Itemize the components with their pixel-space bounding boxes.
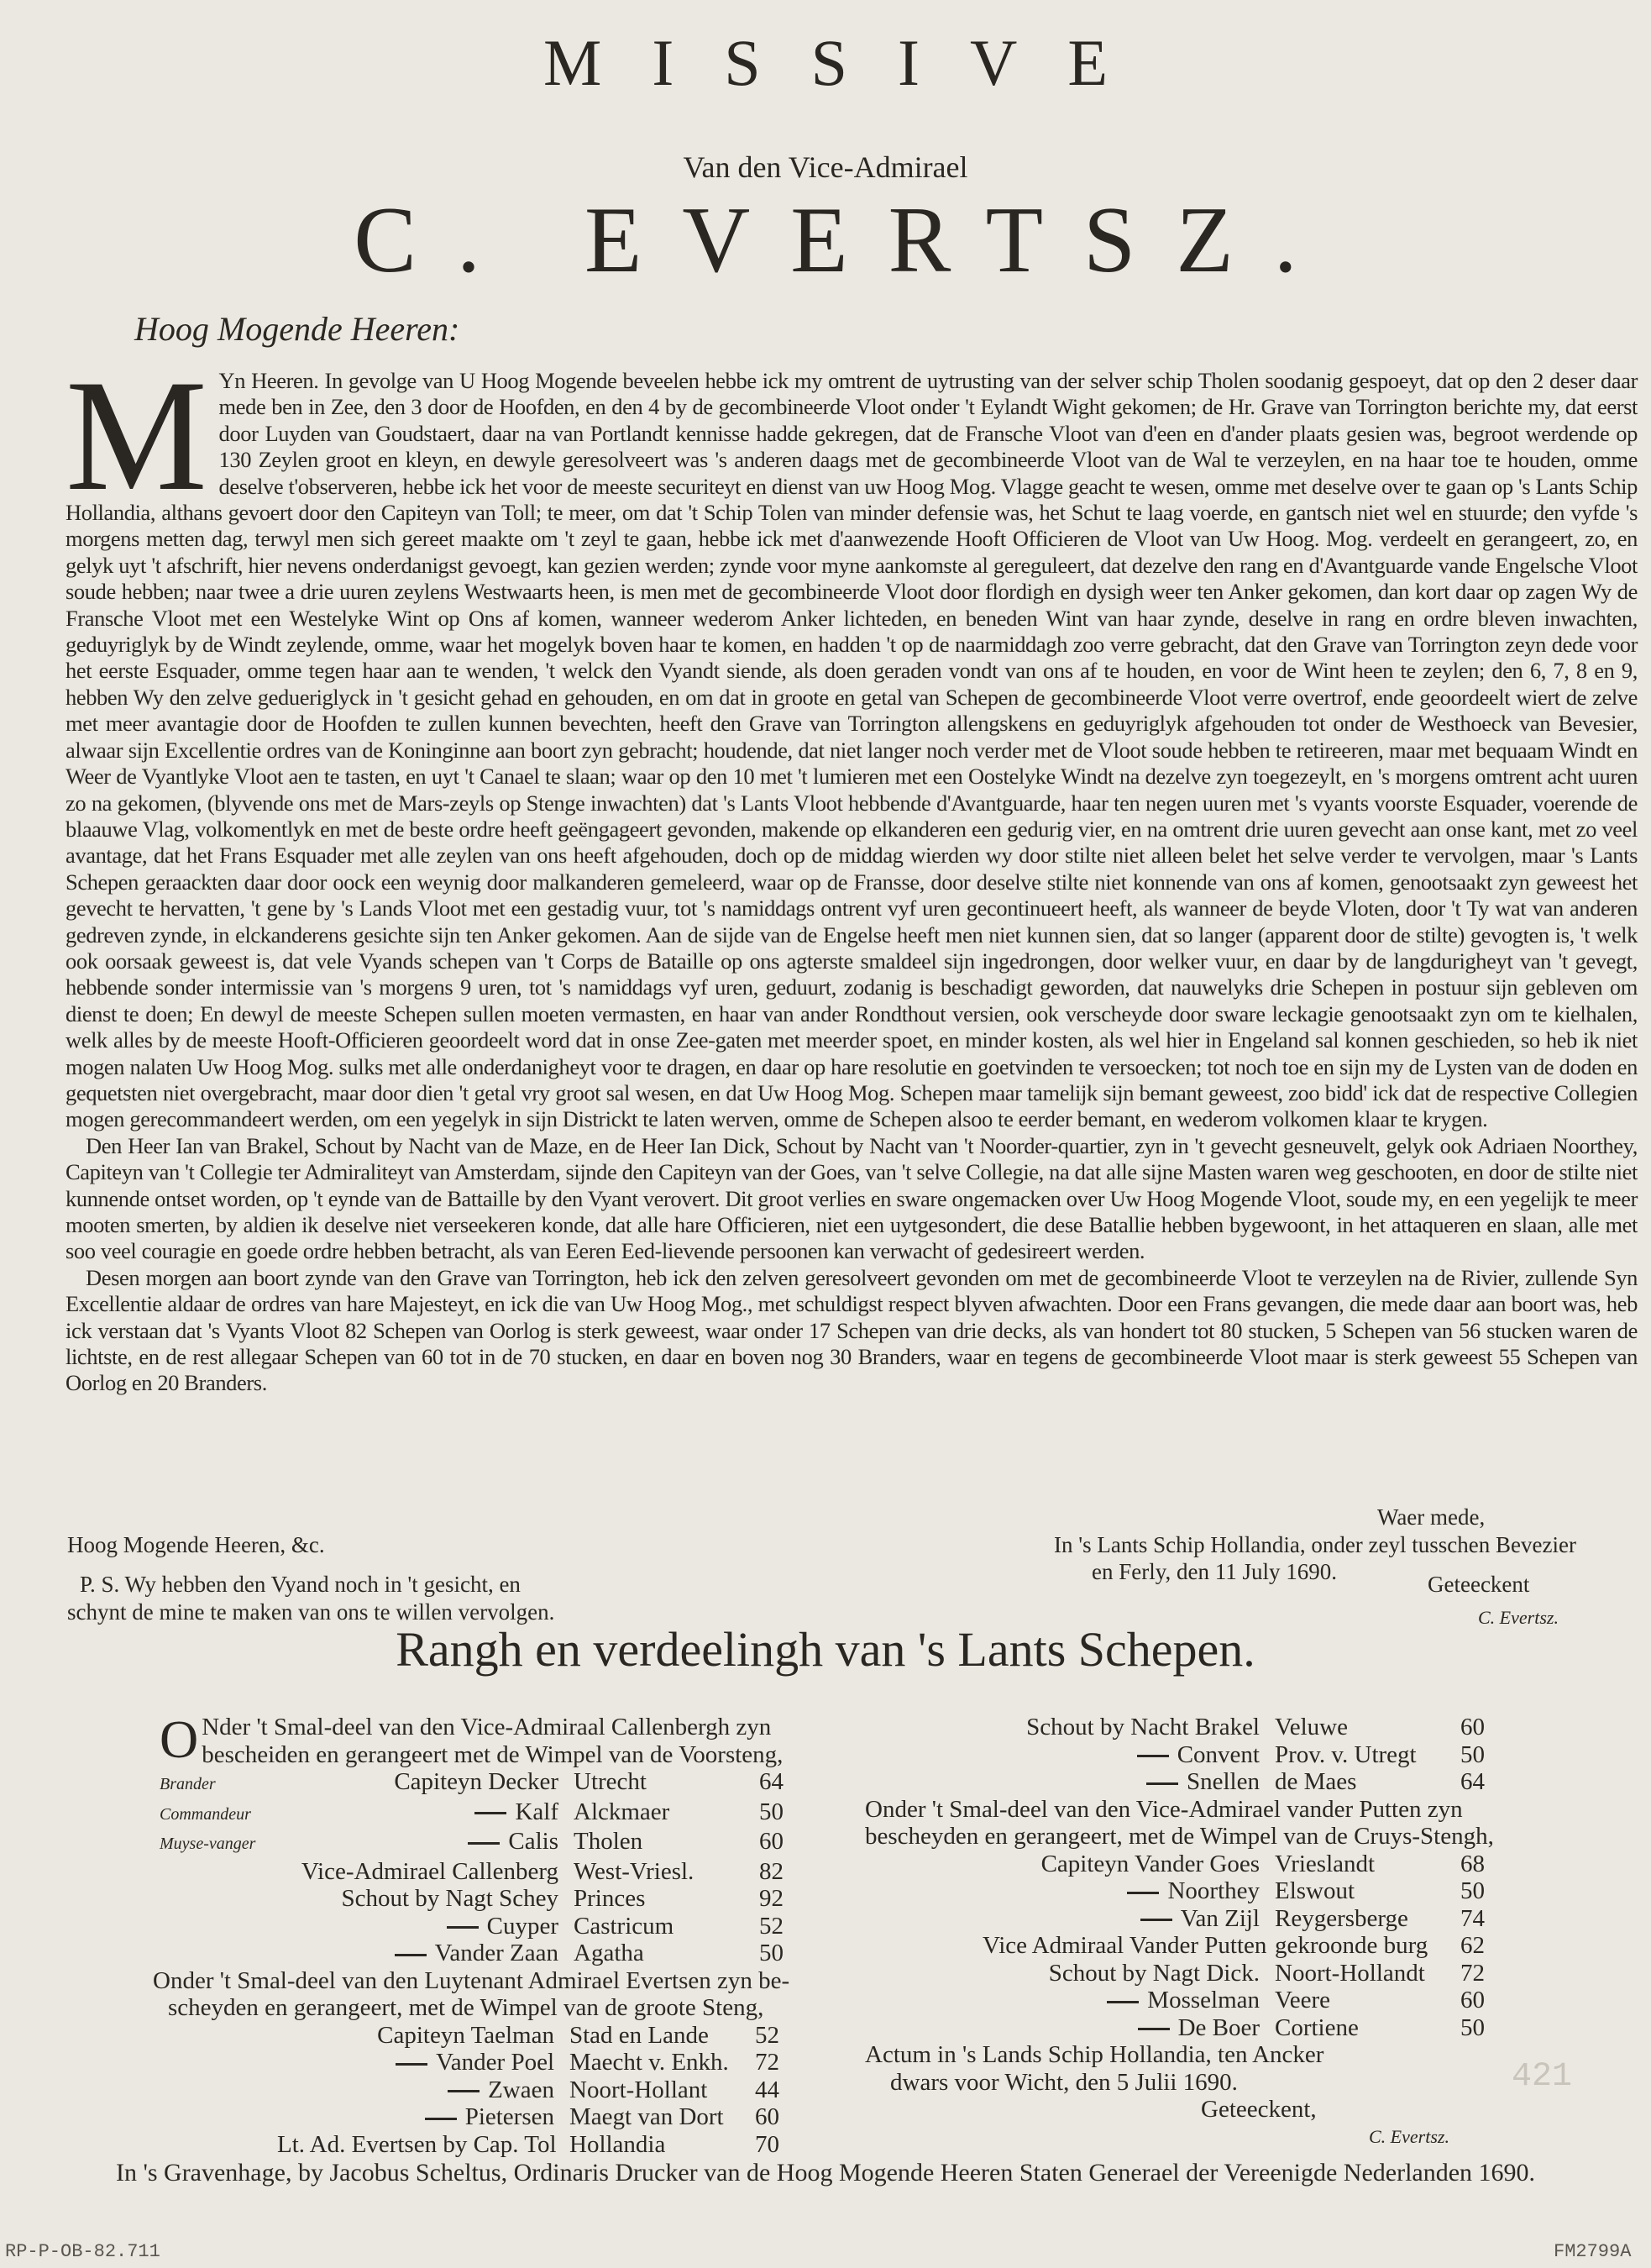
- ditto-dash: [448, 2090, 480, 2092]
- intro-text: Onder 't Smal-deel van den Luytenant Admirael Evertsen zyn be-: [153, 1966, 790, 1994]
- ship-name: Maecht v. Enkh.: [569, 2049, 729, 2076]
- ship-name: Utrecht: [574, 1768, 647, 1795]
- captain-name: Capiteyn Decker: [394, 1768, 558, 1795]
- gun-count: 72: [1460, 1959, 1485, 1987]
- captain-name: Vice-Admirael Callenberg: [301, 1857, 558, 1885]
- gun-count: 50: [1460, 2013, 1485, 2041]
- ship-name: Elswout: [1275, 1877, 1355, 1904]
- ship-name: Stad en Lande: [569, 2021, 709, 2049]
- captain-name: Lt. Ad. Evertsen by Cap. Tol: [277, 2130, 557, 2158]
- ship-row: [160, 1913, 815, 1940]
- ship-name: Alckmaer: [574, 1798, 670, 1825]
- postscript-line-2: schynt de mine te maken van ons te willen vervolgen.: [67, 1599, 555, 1625]
- ship-name: Agatha: [574, 1940, 644, 1966]
- captain-cell: [281, 1798, 574, 1826]
- captain-name: Schout by Nacht Brakel: [1026, 1714, 1260, 1740]
- ranking-right-column: [865, 1714, 1621, 2150]
- ship-row: [277, 2131, 815, 2159]
- captain-name: Van Zijl: [1180, 1904, 1260, 1932]
- captain-cell: [983, 1851, 1275, 1878]
- ship-name: Veere: [1275, 1987, 1331, 2013]
- captain-cell: [983, 1960, 1275, 1987]
- closing-waer-mede: Waer mede,: [1377, 1504, 1486, 1530]
- ditto-dash: [1140, 1919, 1172, 1921]
- intro-text: bescheiden en gerangeert met de Wimpel van de Voorsteng,: [202, 1740, 784, 1768]
- document-subtitle: Van den Vice-Admirael: [683, 150, 968, 184]
- ditto-dash: [468, 1842, 500, 1845]
- ship-name: Tholen: [574, 1828, 643, 1855]
- ship-row: [983, 2014, 1621, 2042]
- ditto-dash: [1137, 1755, 1169, 1757]
- place-line-1: In 's Lants Schip Hollandia, onder zeyl tusschen Bevezier: [1054, 1532, 1576, 1557]
- ship-row: [160, 1828, 815, 1858]
- intro-drop-cap: O: [160, 1709, 199, 1769]
- intro-text: Onder 't Smal-deel van den Vice-Admirael vander Putten zyn: [865, 1795, 1463, 1823]
- ship-row: [983, 1741, 1621, 1769]
- letter-body: [66, 348, 1638, 1397]
- ship-name: Maegt van Dort: [569, 2103, 724, 2130]
- gun-count: 52: [759, 1912, 784, 1940]
- ranking-heading: Rangh en verdeelingh van 's Lants Schepen.: [396, 1622, 1255, 1677]
- gun-count: 52: [755, 2021, 779, 2049]
- ship-name: Noort-Hollandt: [1275, 1959, 1425, 1987]
- gun-count: 44: [755, 2076, 779, 2103]
- captain-name: Schout by Nagt Schey: [341, 1885, 558, 1912]
- gun-count: 64: [759, 1768, 784, 1795]
- ship-name: Hollandia: [569, 2130, 666, 2158]
- ship-role: Commandeur: [160, 1804, 251, 1824]
- gun-count: 60: [755, 2103, 779, 2130]
- gun-count: 82: [759, 1857, 784, 1885]
- captain-cell: [277, 2076, 569, 2104]
- captain-name: De Boer: [1177, 2013, 1260, 2041]
- gun-count: 92: [759, 1885, 784, 1912]
- paragraph-text: Yn Heeren. In gevolge van U Hoog Mogende beveelen hebbe ick my omtrent de uytrusting van der selver schip Tholen soodanig gespoeyt, dat op den 2 deser daar mede ben in Zee, den 3 door de Hoofden, en den 4 by de gecombineerde Vloot onder 't Eylandt Wight gekomen; de Hr. Grave van Torrington berichte my, dat eerst door Luyden van Goudstaert, daar na van Portlandt kennisse hadde gekregen, dat de Fransche Vloot van d'een en d'ander plaats gesien was, begroot werdende op 130 Zeylen groot en kleyn, en dewyle geresolveert was 's anderen daags met de gecombineerde Vloot van de Wal te verzeylen, en na haar toe te houden, omme deselve t'observeren, hebbe ick het voor de meeste securiteyt en dienst van uw Hoog Mog. Vlagge geacht te wesen, omme met deselve over te gaan op 's Lants Schip Hollandia, althans gevoert door den Capiteyn van Toll; te meer, om dat 't Schip Tolen van minder defensie was, het Schut te laag voerde, en gantsch niet wel en stuurde; den vyfde 's morgens metten dag, terwyl men sich gereet maakte om 't zeyl te gaan, hebbe ick met d'aanwezende Hooft Officieren de Vloot van Uw Hoog. Mog. verdeelt en gerangeert, zo, en gelyk uyt 't afschrift, hier nevens onderdanigst gevoegt, kan gezien werden; zynde voor myne aankomste al gereguleert, dat dezelve den rang en d'Avantguarde vande Engelsche Vloot soude hebben; naar twee a drie uuren zeylens Westwaarts heen, is men met de gecombineerde Vloot door flordigh en dysigh weer ten Anker gekomen, dan kort daar op zagen Wy de Fransche Vloot met een Westelyke Wint op Ons af komen, wanneer wederom Anker lichteden, en beneden Wint van haar zynde, deselve in rang en ordre bleven inwachten, geduyriglyk by de Windt zeylende, omme, waar het mogelyk boven haar te komen, en hadden 't op de naarmiddagh zoo verre gebracht, dat den Grave van Torrington zeyn dede voor het eerste Esquader, omme tegen haar aan te wenden, 't welck den Vyandt siende, als doen geraden vondt van ons af te houden, en voor de Wint heen te zeylen; den 6, 7, 8 en 9, hebben Wy den zelve gedueriglyck in 't gesicht gehad en gehouden, en om dat in groote en getal van Schepen de gecombineerde Vloot verre overtrof, ende geoordeelt wiert de zelve met meer avantagie door de Hoofden te zullen kunnen bevechten, heeft den Grave van Torrington allengskens en geduyriglyk afgehouden tot onder de Westhoeck van Bevesier, alwaar sijn Excellentie ordres van de Koninginne aan boort zyn gebracht; houdende, dat niet langer noch verder met de Vloot soude hebben te retireeren, maar met bequaam Windt en Weer de Vyantlyke Vloot aen te tasten, en uyt 't Canael te slaan; waar op den 10 met 't lumieren met een Oostelyke Windt na dezelve zyn toegezeylt, en 's morgens omtrent acht uuren zo na gekomen, (blyvende ons met de Mars-zeyls op Stenge inwachten) dat 's Lants Vloot hebbende d'Avantguarde, haar ten negen uuren met 's vyants voorste Esquader, voerende de blaauwe Vlag, volkomentlyk en met de beste ordre heeft geëngageert gevonden, makende op elkanderen een gedurig vier, en na omtrent drie uuren gevecht aan onse kant, met zo veel avantage, dat het Frans Esquader met alle zeylen van ons heeft afgehouden, doch op de middag wierden wy door stilte niet alleen belet het selve verder te vervolgen, maar 's Lants Schepen geraackten daar door oock een weynig door malkanderen gemeleerd, waar op de Fransse, door deselve stilte niet konnende van ons af komen, genootsaakt zyn geweest het gevecht te hervatten, 't gene by 's Lands Vloot met een gestadig vuur, tot 's namiddags ontrent vyf uren gecontinueert heeft, als wanneer de beyde Vloten, door 't Ty wat van anderen gedreven zynde, in elckanderens gesichte sijn ten Anker gekomen. Aan de sijde van de Engelse heeft men niet kunnen sien, dat so langer (apparent door de stilte) gevogten is, 't welk ook oorsaak geweest is, dat vele Vyands schepen van 't Corps de Bataille op ons agterste smaldeel sijn ingedrongen, door welker vuur, en daar by de langdurigheyt van 't gevegt, hebbende sonder intermissie van 's morgens 9 uren, tot 's namiddags vyf uren, geduurt, zodanig is beschadigt geworden, dat nauwelyks drie Schepen in postuur sijn gebleven om dienst te doen; En dewyl de meeste Schepen sullen moeten vermasten, en haar van ander Rondthout versien, ook verscheyde door sware leckagie genootsaakt zyn om te kielhalen, welk alles by de meeste Hooft-Officieren geoordeelt word dat in onse Zee-gaten met meerder spoet, en minder kosten, als wel hier in Engeland sal konnen geschieden, so heb ik niet mogen nalaten Uw Hoog Mog. sulks met alle onderdanigheyt voor te dragen, en daar op hare resolutie en goetvinden te versoecken; tot noch toe en sijn my de Lysten van de doden en gequetsten niet overgebracht, maar door dien 't getal vry groot sal wesen, en dat Uw Hoog Mog. Schepen maar tamelijk sijn bemant geweest, zoo bidd' ick dat de respective Collegien mogen gerecommandeert werden, om een yegelyk in sijn Districkt te laten werven, omme de Schepen alsoo te eerder bemant, en wederom volkomen klaar te krygen.: [66, 368, 1638, 1132]
- ship-row: [160, 1798, 815, 1829]
- gun-count: 72: [755, 2049, 779, 2076]
- gun-count: 62: [1460, 1932, 1485, 1959]
- ship-row: [983, 1932, 1621, 1960]
- gun-count: 64: [1460, 1768, 1485, 1795]
- catalog-mark: FM2799A: [1554, 2241, 1632, 2262]
- ship-name: Castricum: [574, 1912, 674, 1940]
- captain-cell: [983, 1932, 1275, 1960]
- ship-name: gekroonde burg: [1275, 1932, 1428, 1959]
- ship-name: West-Vriesl.: [574, 1857, 694, 1885]
- captain-name: Cuyper: [486, 1912, 558, 1940]
- closing-salutation: Hoog Mogende Heeren, &c.: [67, 1532, 325, 1557]
- ship-name: Princes: [574, 1885, 646, 1912]
- actum-line-1: Actum in 's Lands Schip Hollandia, ten Ancker: [865, 2041, 1324, 2068]
- gun-count: 68: [1460, 1850, 1485, 1877]
- captain-cell: [983, 1905, 1275, 1933]
- ranking-left-column: [153, 1709, 815, 2158]
- captain-cell: [281, 1913, 574, 1940]
- ditto-dash: [447, 1926, 479, 1929]
- author-name: C. EVERTSZ.: [354, 188, 1338, 292]
- gun-count: 60: [1460, 1987, 1485, 2013]
- ditto-dash: [425, 2118, 457, 2120]
- captain-name: Mosselman: [1147, 1987, 1260, 2013]
- ship-row: [983, 1987, 1621, 2014]
- captain-cell: [983, 1877, 1275, 1905]
- captain-cell: [983, 1714, 1275, 1741]
- ship-row: [983, 1877, 1621, 1905]
- ditto-dash: [1138, 2028, 1170, 2030]
- letter-paragraph: [66, 348, 1638, 1133]
- document-title: MISSIVE: [542, 26, 1159, 99]
- ditto-dash: [1127, 1892, 1159, 1894]
- ditto-dash: [474, 1812, 506, 1814]
- captain-cell: [983, 1987, 1275, 2014]
- ditto-dash: [1107, 2001, 1139, 2003]
- captain-cell: [281, 1858, 574, 1886]
- ditto-dash: [1146, 1782, 1178, 1785]
- captain-cell: [281, 1828, 574, 1856]
- intro-text: bescheyden en gerangeert, met de Wimpel van de Cruys-Stengh,: [865, 1823, 1494, 1850]
- pencil-mark: 421: [1512, 2058, 1573, 2096]
- captain-name: Convent: [1177, 1740, 1260, 1768]
- signed-label: Geteeckent: [1428, 1572, 1530, 1597]
- ship-row: [160, 1768, 815, 1798]
- captain-name: Pietersen: [464, 2103, 554, 2130]
- letter-paragraph: Den Heer Ian van Brakel, Schout by Nacht van de Maze, en de Heer Ian Dick, Schout by Nacht van 't Noorder-quartier, zyn in 't gevecht gesneuvelt, gelyk ook Adriaen Noorthey, Capiteyn van 't Collegie ter Admiraliteyt van Amsterdam, sijnde den Capiteyn van der Goes, van 't selve Collegie, na dat alle sijne Masten waren weg geschooten, en door de stilte niet kunnende ontset worden, op 't eynde van de Battaille by den Vyant verovert. Dit groot verlies en sware ongemacken over Uw Hoog Mogende Vloot, soude my, en een yegelijk te meer mooten smerten, by aldien ik deselve niet verseekeren konde, dat alle hare Officieren, niet een uytgesondert, die dese Batallie hebben bygewoont, in het attaqueren en slaan, alle met soo veel couragie en goede ordre hebben betracht, als van Eeren Eed-lievende persoonen kan verwacht of gedesireert werden.: [66, 1132, 1638, 1264]
- captain-name: Vice Admiraal Vander Putten: [983, 1932, 1267, 1959]
- gun-count: 50: [759, 1798, 784, 1825]
- ship-row: [983, 1714, 1621, 1741]
- gun-count: 60: [759, 1828, 784, 1855]
- ship-name: Vrieslandt: [1275, 1850, 1376, 1877]
- postscript-line-1: P. S. Wy hebben den Vyand noch in 't gesicht, en: [80, 1572, 521, 1597]
- ship-row: [277, 2076, 815, 2104]
- ship-name: Prov. v. Utregt: [1275, 1740, 1417, 1768]
- ship-row: [160, 1940, 815, 1967]
- ship-role: Brander: [160, 1775, 216, 1793]
- captain-name: Schout by Nagt Dick.: [1048, 1959, 1260, 1987]
- captain-cell: [983, 2014, 1275, 2042]
- letter-paragraph: Desen morgen aan boort zynde van den Grave van Torrington, heb ick den zelven geresolveert gevonden om met de gecombineerde Vloot te verzeylen na de Rivier, zullende Syn Excellentie aldaar de ordres van hare Majesteyt, en ick die van Uw Hoog Mog., met schuldigst respect blyven afwachten. Door een Frans gevangen, die mede daar aan boort was, heb ick verstaan dat 's Vyants Vloot 82 Schepen van Oorlog is sterk geweest, waar onder 17 Schepen van drie decks, als van hondert tot 80 stucken, 5 Schepen van 56 stucken waren de lichtste, en de rest allegaar Schepen van 60 tot in de 70 stucken, en daar en boven nog 30 Branders, waar en tegens de gecombineerde Vloot maar is sterk geweest 55 Schepen van Oorlog en 20 Branders.: [66, 1264, 1638, 1396]
- gun-count: 74: [1460, 1904, 1485, 1932]
- ship-name: Veluwe: [1275, 1714, 1348, 1740]
- salutation: Hoog Mogende Heeren:: [134, 310, 460, 348]
- captain-name: Zwaen: [488, 2076, 554, 2103]
- captain-name: Vander Poel: [436, 2049, 554, 2076]
- actum-line-2: dwars voor Wicht, den 5 Julii 1690.: [890, 2068, 1238, 2096]
- ship-row: [160, 1885, 815, 1913]
- ship-name: Reygersberge: [1275, 1904, 1408, 1932]
- drop-cap: M: [66, 348, 207, 524]
- captain-cell: [277, 2103, 569, 2131]
- captain-name: Kalf: [515, 1798, 558, 1825]
- gun-count: 50: [1460, 1877, 1485, 1904]
- ship-name: Cortiene: [1275, 2013, 1359, 2041]
- ditto-dash: [396, 2063, 427, 2066]
- inventory-number: RP-P-OB-82.711: [5, 2241, 160, 2262]
- ship-row: [160, 1858, 815, 1886]
- captain-name: Noorthey: [1167, 1877, 1260, 1904]
- captain-cell: [277, 2049, 569, 2076]
- captain-name: Vander Zaan: [434, 1940, 558, 1966]
- captain-name: Capiteyn Taelman: [377, 2021, 554, 2049]
- ship-row: [277, 2022, 815, 2050]
- ditto-dash: [395, 1954, 427, 1956]
- ship-row: [277, 2049, 815, 2076]
- ship-row: [983, 1768, 1621, 1796]
- imprint-footer: In 's Gravenhage, by Jacobus Scheltus, Ordinaris Drucker van de Hoog Mogende Heeren Staten Generael der Vereenigde Nederlanden 1690.: [115, 2159, 1536, 2187]
- ship-role: Muyse-vanger: [160, 1835, 256, 1853]
- gun-count: 60: [1460, 1714, 1485, 1740]
- ship-name: Noort-Hollant: [569, 2076, 708, 2103]
- captain-cell: [983, 1741, 1275, 1769]
- ship-row: [983, 1960, 1621, 1987]
- captain-cell: [281, 1768, 574, 1796]
- signature: C. Evertsz.: [1369, 2125, 1449, 2147]
- captain-cell: [983, 1768, 1275, 1796]
- captain-name: Snellen: [1187, 1768, 1260, 1795]
- gun-count: 70: [755, 2130, 779, 2158]
- signature: C. Evertsz.: [1478, 1607, 1559, 1628]
- ship-row: [983, 1851, 1621, 1878]
- captain-cell: [277, 2131, 569, 2159]
- place-line-2: en Ferly, den 11 July 1690.: [1092, 1559, 1337, 1584]
- signed-label: Geteeckent,: [1201, 2096, 1317, 2123]
- captain-name: Calis: [508, 1828, 558, 1855]
- ship-name: de Maes: [1275, 1768, 1357, 1795]
- captain-name: Capiteyn Vander Goes: [1040, 1850, 1260, 1877]
- captain-cell: [277, 2022, 569, 2050]
- ship-row: [983, 1905, 1621, 1933]
- intro-text: scheyden en gerangeert, met de Wimpel van de groote Steng,: [168, 1994, 764, 2021]
- intro-text: Nder 't Smal-deel van den Vice-Admiraal Callenbergh zyn: [202, 1714, 772, 1740]
- ship-row: [277, 2103, 815, 2131]
- captain-cell: [281, 1885, 574, 1913]
- captain-cell: [281, 1940, 574, 1967]
- gun-count: 50: [1460, 1740, 1485, 1768]
- gun-count: 50: [759, 1940, 784, 1966]
